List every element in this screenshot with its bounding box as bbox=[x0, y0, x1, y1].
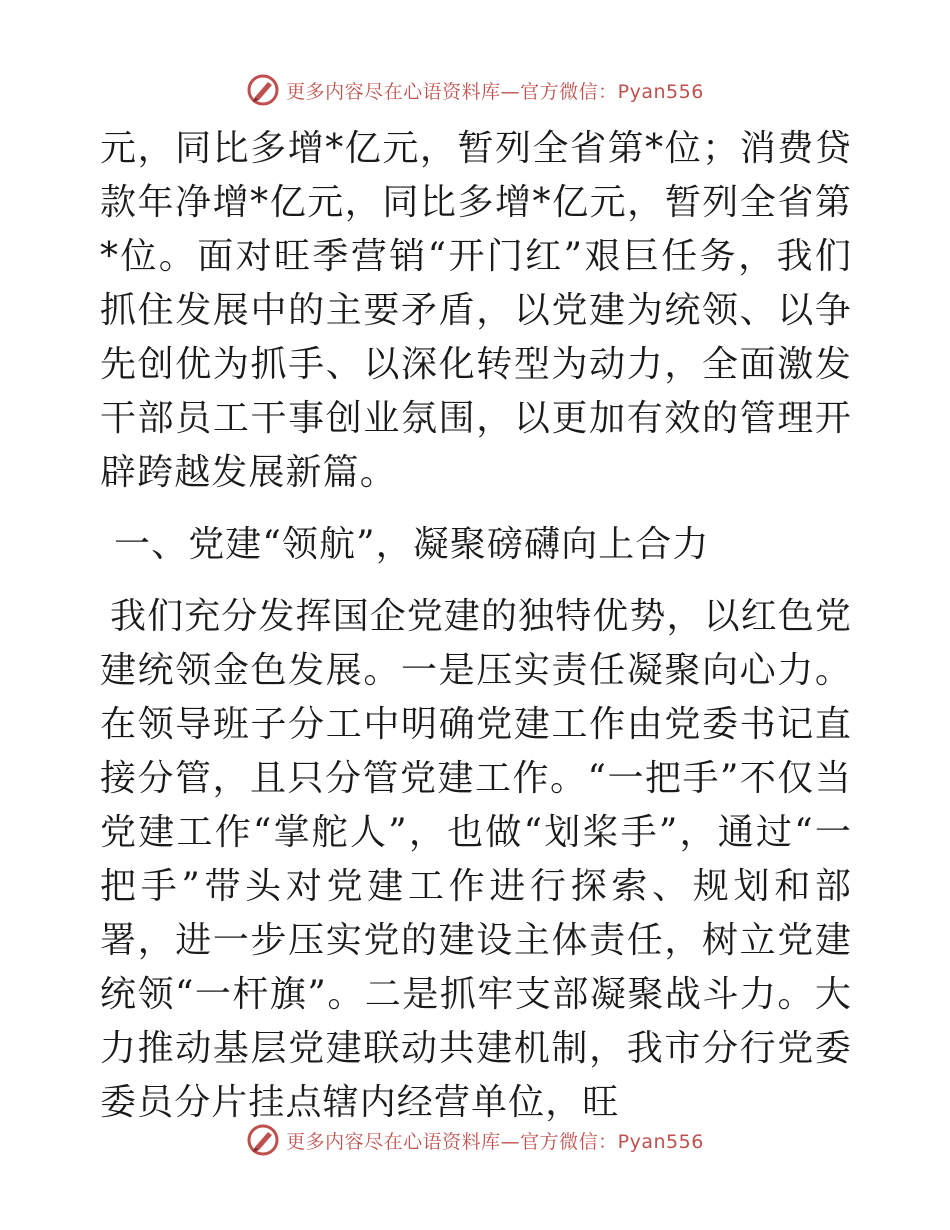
section-heading: 一、党建“领航”，凝聚磅礴向上合力 bbox=[114, 524, 710, 565]
document-body bbox=[100, 122, 852, 1130]
body-paragraph: 我们充分发挥国企党建的独特优势，以红色党建统领金色发展。一是压实责任凝聚向心力。在领导班子分工中明确党建工作由党委书记直接分管，且只分管党建工作。“一把手”不仅当党建工作“掌舵人”，也做“划桨手”，通过“一把手”带头对党建工作进行探索、规划和部署，进一步压实党的建设主体责任，树立党建统领“一杆旗”。二是抓牢支部凝聚战斗力。大力推动基层党建联动共建机制，我市分行党委委员分片挂点辖内经营单位，旺 bbox=[100, 596, 853, 1123]
footer-watermark bbox=[0, 1120, 950, 1160]
watermark-text: 更多内容尽在心语资料库—官方微信：Pyan556 bbox=[286, 1130, 704, 1153]
pen-logo-icon bbox=[246, 1123, 280, 1157]
watermark-text: 更多内容尽在心语资料库—官方微信：Pyan556 bbox=[286, 80, 704, 103]
body-paragraph: 元，同比多增*亿元，暂列全省第*位；消费贷款年净增*亿元，同比多增*亿元，暂列全省第*位。面对旺季营销“开门红”艰巨任务，我们抓住发展中的主要矛盾，以党建为统领、以争先创优为抓手、以深化转型为动力，全面激发干部员工干事创业氛围，以更加有效的管理开辟跨越发展新篇。 bbox=[100, 128, 852, 493]
header-watermark bbox=[0, 70, 950, 110]
pen-logo-icon bbox=[246, 73, 280, 107]
